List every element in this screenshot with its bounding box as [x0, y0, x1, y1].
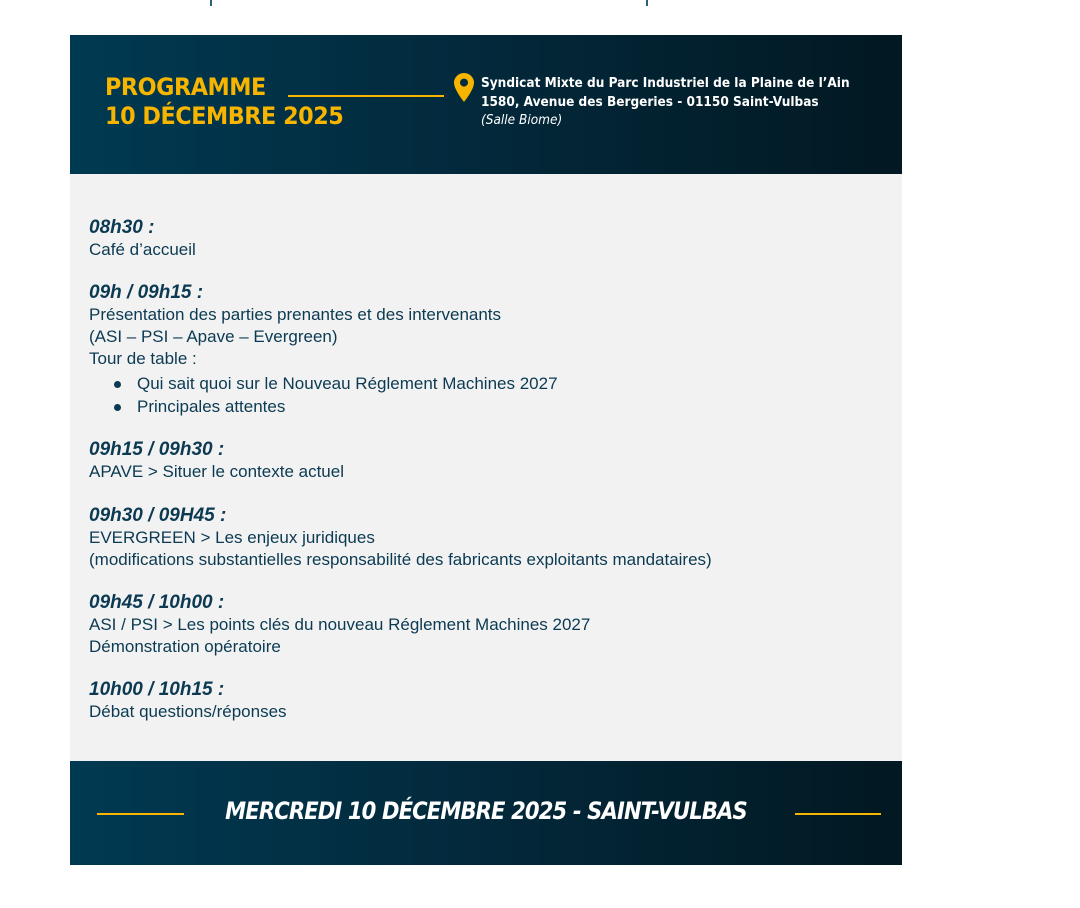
venue-name: Syndicat Mixte du Parc Industriel de la Plaine de l’Ain [481, 75, 850, 91]
venue-room: (Salle Biome) [481, 112, 563, 128]
bullet-item: Principales attentes [89, 395, 558, 418]
slot-time: 09h15 / 09h30 : [89, 439, 225, 460]
schedule-slot [89, 439, 344, 483]
program-header-banner [70, 35, 902, 174]
slot-description: Tour de table : [89, 349, 197, 368]
slot-description: APAVE > Situer le contexte actuel [89, 462, 344, 481]
slot-description: EVERGREEN > Les enjeux juridiques [89, 528, 375, 547]
slot-description: Débat questions/réponses [89, 702, 287, 721]
map-pin-icon [454, 73, 474, 102]
slot-description: ASI / PSI > Les points clés du nouveau Réglement Machines 2027 [89, 615, 591, 634]
slot-time: 09h30 / 09H45 : [89, 505, 227, 526]
schedule-slot [89, 282, 558, 418]
schedule-slot [89, 217, 196, 261]
slot-time: 09h / 09h15 : [89, 282, 204, 303]
schedule-slot [89, 505, 712, 571]
slot-description: Démonstration opératoire [89, 637, 281, 656]
program-date: 10 DÉCEMBRE 2025 [105, 102, 344, 130]
top-edge-mark [646, 0, 648, 6]
footer-banner [70, 761, 902, 865]
program-title [105, 73, 343, 131]
bullet-item: Qui sait quoi sur le Nouveau Réglement Machines 2027 [89, 372, 558, 395]
venue-street: 1580, Avenue des Bergeries - 01150 Saint-Vulbas [481, 93, 819, 110]
venue-address [481, 74, 850, 130]
slot-description: (ASI – PSI – Apave – Evergreen) [89, 327, 338, 346]
footer-banner-text: MERCREDI 10 DÉCEMBRE 2025 - SAINT-VULBAS [225, 797, 747, 825]
schedule-slot [89, 592, 590, 658]
slot-time: 09h45 / 10h00 : [89, 592, 225, 613]
schedule-panel [70, 174, 902, 761]
footer-rule-right [795, 813, 881, 815]
slot-time: 10h00 / 10h15 : [89, 679, 225, 700]
top-edge-mark [210, 0, 212, 6]
slot-time: 08h30 : [89, 217, 155, 238]
schedule-slot [89, 679, 287, 723]
slot-description: (modifications substantielles responsabilité des fabricants exploitants mandataires) [89, 550, 712, 569]
bullet-list [89, 372, 558, 418]
slot-description: Café d’accueil [89, 240, 196, 259]
program-title-line1: PROGRAMME [105, 73, 266, 101]
title-rule [288, 95, 444, 97]
slot-description: Présentation des parties prenantes et des intervenants [89, 305, 502, 324]
